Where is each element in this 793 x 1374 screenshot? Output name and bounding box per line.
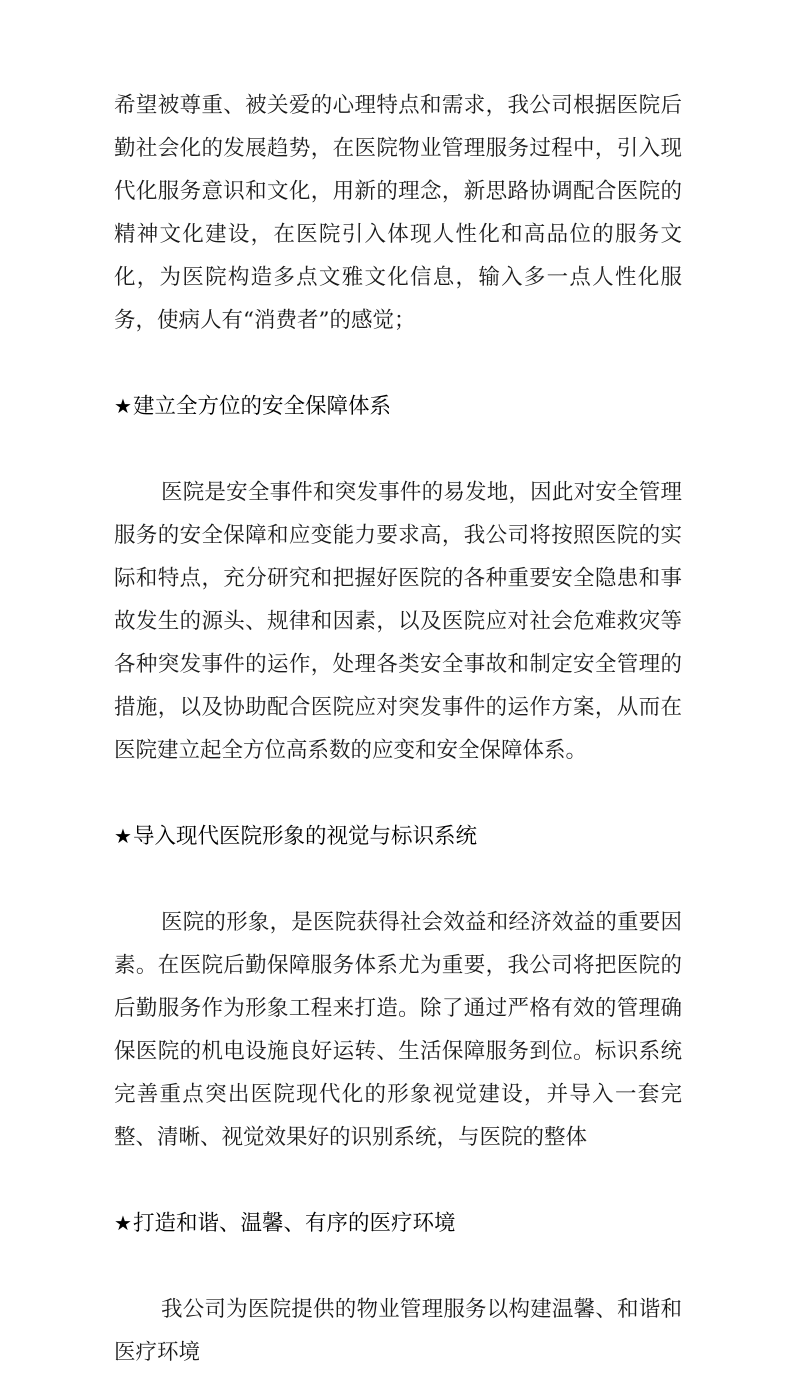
heading-visual-identity <box>114 815 682 858</box>
block-spacer <box>114 1159 682 1202</box>
block-spacer <box>114 428 682 471</box>
heading-visual-identity-label: 导入现代医院形象的视觉与标识系统 <box>132 824 477 849</box>
block-spacer <box>114 1245 682 1288</box>
block-spacer <box>114 772 682 815</box>
star-bullet-icon: ★ <box>114 394 132 418</box>
heading-security-system-label: 建立全方位的安全保障体系 <box>132 394 391 419</box>
paragraph-medical-environment: 我公司为医院提供的物业管理服务以构建温馨、和谐和医疗环境 <box>114 1297 682 1365</box>
block-spacer <box>114 342 682 385</box>
heading-security-system <box>114 385 682 428</box>
paragraph-visual-identity: 医院的形象，是医院获得社会效益和经济效益的重要因素。在医院后勤保障服务体系尤为重要，我公司将把医院的后勤服务作为形象工程来打造。除了通过严格有效的管理确保医院的机电设施良好运转、生活保障服务到位。标识系统完善重点突出医院现代化的形象视觉建设，并导入一套完整、清晰、视觉效果好的识别系统，与医院的整体 <box>114 910 682 1150</box>
heading-medical-environment-label: 打造和谐、温馨、有序的医疗环境 <box>132 1211 456 1236</box>
paragraph-service-culture: 希望被尊重、被关爱的心理特点和需求，我公司根据医院后勤社会化的发展趋势，在医院物业管理服务过程中，引入现代化服务意识和文化，用新的理念，新思路协调配合医院的精神文化建设，在医院引入体现人性化和高品位的服务文化，为医院构造多点文雅文化信息，输入多一点人性化服务，使病人有“消费者”的感觉； <box>114 93 682 333</box>
star-bullet-icon: ★ <box>114 1211 132 1235</box>
block-spacer <box>114 858 682 901</box>
heading-medical-environment <box>114 1202 682 1245</box>
paragraph-security-system: 医院是安全事件和突发事件的易发地，因此对安全管理服务的安全保障和应变能力要求高，我公司将按照医院的实际和特点，充分研究和把握好医院的各种重要安全隐患和事故发生的源头、规律和因素，以及医院应对社会危难救灾等各种突发事件的运作，处理各类安全事故和制定安全管理的措施，以及协助配合医院应对突发事件的运作方案，从而在医院建立起全方位高系数的应变和安全保障体系。 <box>114 480 682 763</box>
document-text-body <box>114 84 682 1374</box>
star-bullet-icon: ★ <box>114 824 132 848</box>
